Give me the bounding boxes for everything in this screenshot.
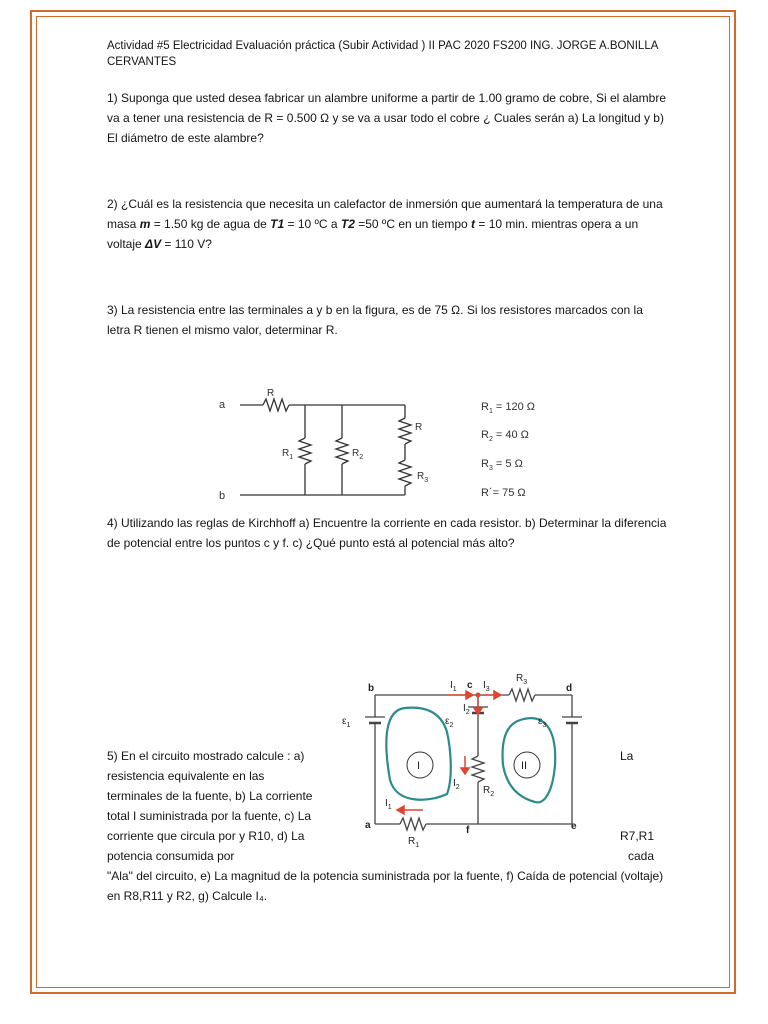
circuit-figure-1 [205,378,565,508]
emf-e3-label: $\varepsilon_3$ [538,716,547,729]
current-i2-mid-label: $I_2$ [453,778,460,791]
resistor-r-top-label: R [267,388,275,399]
loop-ii-label: II [521,760,528,772]
resistor-r3-label: $R_3$ [516,673,528,686]
terminal-b-label: b [219,490,226,502]
current-i2-top-label: $I_2$ [463,703,470,716]
emf-e2-label: $\varepsilon_2$ [445,716,454,729]
question-5-r7r1: R7,R1 [619,829,654,843]
node-d-label: d [566,683,573,694]
loop-i-label: I [417,760,421,772]
node-a-label: a [365,820,371,831]
current-i3-label: $I_3$ [483,680,490,693]
question-1: 1) Suponga que usted desea fabricar un alambre uniforme a partir de 1.00 gramo de cobre, Si el alambre va a tener una resistencia de R = 0.500 Ω y se va a usar todo el cobre ¿ Cuales serán a) La longitud y b) El diámetro de este alambre? [107,91,666,145]
emf-e1-label: $\varepsilon_1$ [342,716,351,729]
question-4: 4) Utilizando las reglas de Kirchhoff a) Encuentre la corriente en cada resistor. b) Determinar la diferencia de potencial entre los puntos c y f. c) ¿Qué punto está al potencial más alto? [107,516,667,550]
value-r2: $R_2 = 40$ Ω [481,429,529,443]
question-3: 3) La resistencia entre las terminales a y b en la figura, es de 75 Ω. Si los resistores marcados con la letra R tienen el mismo valor, determinar R. [107,303,643,337]
circuit-figure-2 [335,670,610,850]
node-b-label: b [368,683,375,694]
terminal-a-label: a [219,399,226,411]
resistor-r3-label: $R_3$ [417,471,429,484]
node-f-label: f [466,825,470,836]
node-e-label: e [571,821,577,832]
question-5-part-a: 5) En el circuito mostrado calcule : a) resistencia equivalente en las terminales de la fuente, b) La corriente total I suministrada por la fuente, c) La corriente que circula por y R10, d) La potencia consumida por [107,749,313,863]
question-2: 2) ¿Cuál es la resistencia que necesita un calefactor de inmersión que aumentará la temperatura de una masa m = 1.50 kg de agua de T1 = 10 ºC a T2 =50 ºC en un tiempo t = 10 min. mientras opera a un voltaje ΔV = 110 V? [107,197,663,251]
question-5-right-column [614,826,654,866]
current-i1-bottom-label: $I_1$ [385,798,392,811]
node-c-label: c [467,680,473,691]
document-header: Actividad #5 Electricidad Evaluación práctica (Subir Actividad ) II PAC 2020 FS200 ING. JORGE A.BONILLA CERVANTES [107,40,658,68]
value-r1: $R_1 = 120$ Ω [481,401,536,415]
current-i1-top-label: $I_1$ [450,680,457,693]
question-5-part-b: "Ala" del circuito, e) La magnitud de la potencia suministrada por la fuente, f) Caída de potencial (voltaje) en R8,R11 y R2, g) Calcule I₄. [107,869,664,903]
resistor-r1-label: $R_1$ [282,448,294,461]
value-r3: $R_3 = 5$ Ω [481,458,523,472]
question-5-la: La [620,749,634,763]
resistor-r1-label: $R_1$ [408,836,420,849]
resistor-r2-label: $R_2$ [483,785,495,798]
resistor-r2-label: $R_2$ [352,448,364,461]
question-5-cada: cada [627,849,654,863]
value-r-eq: R´= 75 Ω [481,487,526,499]
resistor-r-right-label: R [415,422,423,433]
